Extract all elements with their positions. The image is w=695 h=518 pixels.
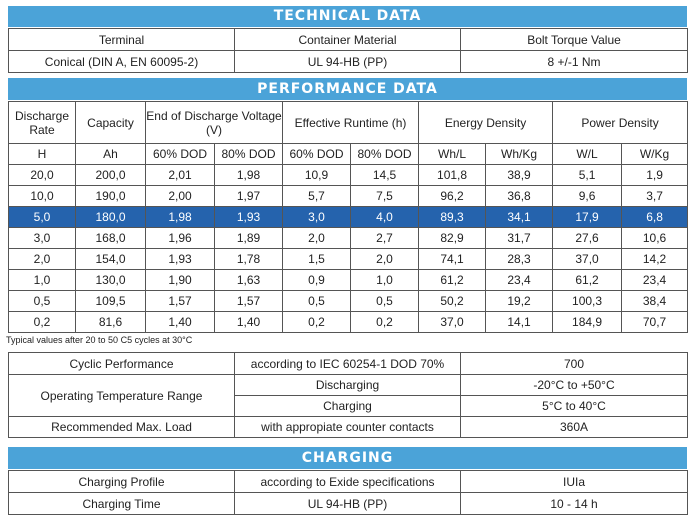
performance-cell: 130,0 bbox=[76, 270, 146, 291]
performance-cell: 4,0 bbox=[351, 207, 419, 228]
charging-profile-label: Charging Profile bbox=[9, 471, 235, 493]
performance-cell: 184,9 bbox=[553, 312, 622, 333]
power-density-header: Power Density bbox=[553, 102, 688, 144]
performance-cell: 23,4 bbox=[486, 270, 553, 291]
performance-cell: 1,63 bbox=[215, 270, 283, 291]
performance-cell: 17,9 bbox=[553, 207, 622, 228]
performance-cell: 14,2 bbox=[622, 249, 688, 270]
units-row bbox=[9, 144, 688, 165]
terminal-header: Terminal bbox=[9, 29, 235, 51]
performance-row bbox=[9, 291, 688, 312]
performance-rows bbox=[9, 165, 688, 333]
unit-cell: 80% DOD bbox=[215, 144, 283, 165]
performance-cell: 70,7 bbox=[622, 312, 688, 333]
performance-cell: 0,5 bbox=[351, 291, 419, 312]
performance-row bbox=[9, 186, 688, 207]
charging-value: 5°C to 40°C bbox=[461, 396, 688, 417]
operating-data-table bbox=[8, 352, 688, 438]
performance-cell: 5,7 bbox=[283, 186, 351, 207]
unit-cell: 60% DOD bbox=[283, 144, 351, 165]
technical-data-header: TECHNICAL DATA bbox=[8, 6, 687, 27]
charging-profile-value: IUIa bbox=[461, 471, 688, 493]
discharge-rate-header: Discharge Rate bbox=[9, 102, 76, 144]
performance-cell: 96,2 bbox=[419, 186, 486, 207]
performance-cell: 14,1 bbox=[486, 312, 553, 333]
performance-cell: 200,0 bbox=[76, 165, 146, 186]
capacity-header: Capacity bbox=[76, 102, 146, 144]
performance-cell: 5,1 bbox=[553, 165, 622, 186]
cyclic-performance-value: 700 bbox=[461, 353, 688, 375]
performance-cell: 27,6 bbox=[553, 228, 622, 249]
performance-cell: 23,4 bbox=[622, 270, 688, 291]
performance-data-table bbox=[8, 101, 688, 333]
performance-cell: 1,40 bbox=[215, 312, 283, 333]
performance-cell: 89,3 bbox=[419, 207, 486, 228]
performance-cell: 1,9 bbox=[622, 165, 688, 186]
unit-cell: W/Kg bbox=[622, 144, 688, 165]
performance-cell: 2,01 bbox=[146, 165, 215, 186]
typical-values-note: Typical values after 20 to 50 C5 cycles at 30°C bbox=[6, 335, 193, 345]
operating-temperature-label: Operating Temperature Range bbox=[9, 375, 235, 417]
performance-cell: 180,0 bbox=[76, 207, 146, 228]
performance-cell: 1,57 bbox=[146, 291, 215, 312]
performance-cell: 50,2 bbox=[419, 291, 486, 312]
performance-cell: 20,0 bbox=[9, 165, 76, 186]
cyclic-performance-label: Cyclic Performance bbox=[9, 353, 235, 375]
performance-cell: 36,8 bbox=[486, 186, 553, 207]
performance-cell: 38,9 bbox=[486, 165, 553, 186]
performance-row bbox=[9, 312, 688, 333]
max-load-value: 360A bbox=[461, 417, 688, 438]
performance-cell: 0,2 bbox=[351, 312, 419, 333]
performance-cell: 1,98 bbox=[146, 207, 215, 228]
container-material-header: Container Material bbox=[235, 29, 461, 51]
terminal-value: Conical (DIN A, EN 60095-2) bbox=[9, 51, 235, 73]
performance-row bbox=[9, 165, 688, 186]
unit-cell: Wh/Kg bbox=[486, 144, 553, 165]
charging-table bbox=[8, 470, 688, 515]
performance-cell: 6,8 bbox=[622, 207, 688, 228]
cyclic-performance-condition: according to IEC 60254-1 DOD 70% bbox=[235, 353, 461, 375]
performance-row bbox=[9, 207, 688, 228]
performance-cell: 7,5 bbox=[351, 186, 419, 207]
performance-cell: 1,93 bbox=[146, 249, 215, 270]
performance-cell: 154,0 bbox=[76, 249, 146, 270]
technical-data-table bbox=[8, 28, 688, 73]
unit-cell: Wh/L bbox=[419, 144, 486, 165]
performance-cell: 0,5 bbox=[9, 291, 76, 312]
performance-cell: 10,9 bbox=[283, 165, 351, 186]
performance-cell: 1,97 bbox=[215, 186, 283, 207]
performance-row bbox=[9, 249, 688, 270]
performance-cell: 1,5 bbox=[283, 249, 351, 270]
performance-cell: 190,0 bbox=[76, 186, 146, 207]
end-voltage-header: End of Discharge Voltage (V) bbox=[146, 102, 283, 144]
unit-cell: 80% DOD bbox=[351, 144, 419, 165]
performance-cell: 0,9 bbox=[283, 270, 351, 291]
performance-cell: 0,5 bbox=[283, 291, 351, 312]
performance-row bbox=[9, 270, 688, 291]
performance-cell: 5,0 bbox=[9, 207, 76, 228]
performance-cell: 1,90 bbox=[146, 270, 215, 291]
performance-cell: 38,4 bbox=[622, 291, 688, 312]
performance-cell: 61,2 bbox=[419, 270, 486, 291]
bolt-torque-header: Bolt Torque Value bbox=[461, 29, 688, 51]
performance-cell: 109,5 bbox=[76, 291, 146, 312]
performance-cell: 2,0 bbox=[283, 228, 351, 249]
performance-cell: 37,0 bbox=[419, 312, 486, 333]
performance-cell: 10,6 bbox=[622, 228, 688, 249]
performance-cell: 37,0 bbox=[553, 249, 622, 270]
performance-cell: 168,0 bbox=[76, 228, 146, 249]
unit-cell: Ah bbox=[76, 144, 146, 165]
unit-cell: W/L bbox=[553, 144, 622, 165]
charging-label: Charging bbox=[235, 396, 461, 417]
performance-cell: 1,96 bbox=[146, 228, 215, 249]
performance-cell: 34,1 bbox=[486, 207, 553, 228]
performance-cell: 9,6 bbox=[553, 186, 622, 207]
runtime-header: Effective Runtime (h) bbox=[283, 102, 419, 144]
performance-cell: 1,98 bbox=[215, 165, 283, 186]
performance-cell: 101,8 bbox=[419, 165, 486, 186]
discharging-value: -20°C to +50°C bbox=[461, 375, 688, 396]
performance-cell: 1,93 bbox=[215, 207, 283, 228]
performance-cell: 28,3 bbox=[486, 249, 553, 270]
charging-header: CHARGING bbox=[8, 447, 687, 469]
performance-cell: 19,2 bbox=[486, 291, 553, 312]
performance-cell: 1,57 bbox=[215, 291, 283, 312]
performance-cell: 81,6 bbox=[76, 312, 146, 333]
performance-cell: 1,0 bbox=[9, 270, 76, 291]
performance-cell: 100,3 bbox=[553, 291, 622, 312]
performance-cell: 2,0 bbox=[9, 249, 76, 270]
max-load-label: Recommended Max. Load bbox=[9, 417, 235, 438]
performance-cell: 0,2 bbox=[283, 312, 351, 333]
performance-cell: 31,7 bbox=[486, 228, 553, 249]
performance-cell: 74,1 bbox=[419, 249, 486, 270]
unit-cell: H bbox=[9, 144, 76, 165]
charging-time-condition: UL 94-HB (PP) bbox=[235, 493, 461, 515]
performance-cell: 2,00 bbox=[146, 186, 215, 207]
performance-cell: 1,78 bbox=[215, 249, 283, 270]
performance-cell: 3,0 bbox=[9, 228, 76, 249]
energy-density-header: Energy Density bbox=[419, 102, 553, 144]
performance-cell: 1,40 bbox=[146, 312, 215, 333]
performance-cell: 61,2 bbox=[553, 270, 622, 291]
charging-time-label: Charging Time bbox=[9, 493, 235, 515]
container-material-value: UL 94-HB (PP) bbox=[235, 51, 461, 73]
performance-cell: 1,89 bbox=[215, 228, 283, 249]
bolt-torque-value: 8 +/-1 Nm bbox=[461, 51, 688, 73]
charging-profile-condition: according to Exide specifications bbox=[235, 471, 461, 493]
max-load-condition: with appropiate counter contacts bbox=[235, 417, 461, 438]
performance-cell: 1,0 bbox=[351, 270, 419, 291]
performance-cell: 0,2 bbox=[9, 312, 76, 333]
performance-cell: 14,5 bbox=[351, 165, 419, 186]
performance-cell: 3,0 bbox=[283, 207, 351, 228]
performance-cell: 3,7 bbox=[622, 186, 688, 207]
performance-cell: 2,0 bbox=[351, 249, 419, 270]
unit-cell: 60% DOD bbox=[146, 144, 215, 165]
performance-cell: 10,0 bbox=[9, 186, 76, 207]
performance-data-header: PERFORMANCE DATA bbox=[8, 78, 687, 100]
performance-cell: 82,9 bbox=[419, 228, 486, 249]
charging-time-value: 10 - 14 h bbox=[461, 493, 688, 515]
discharging-label: Discharging bbox=[235, 375, 461, 396]
performance-row bbox=[9, 228, 688, 249]
performance-cell: 2,7 bbox=[351, 228, 419, 249]
